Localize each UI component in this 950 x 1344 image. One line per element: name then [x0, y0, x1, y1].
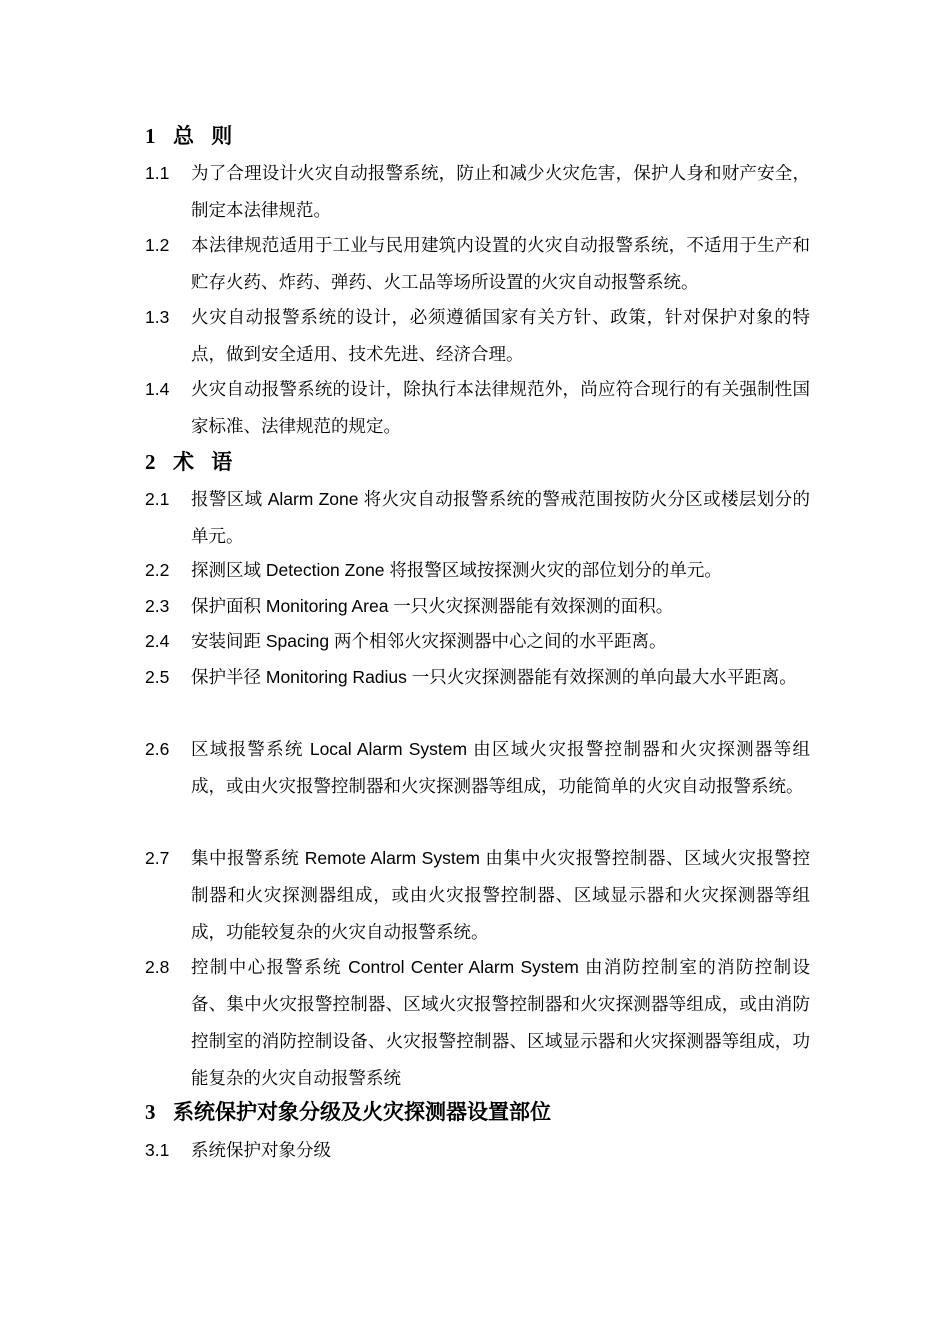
- clause-text: 火灾自动报警系统的设计，除执行本法律规范外，尚应符合现行的有关强制性国家标准、法律规范的规定。: [191, 379, 810, 436]
- section-1-heading: [145, 122, 238, 150]
- clause-text: 保护半径 Monitoring Radius 一只火灾探测器能有效探测的单向最大水平距离。: [191, 667, 797, 687]
- clause-number: 2.2: [145, 560, 170, 580]
- clause-number: 1.3: [145, 307, 170, 327]
- clause-text: 为了合理设计火灾自动报警系统，防止和减少火灾危害，保护人身和财产安全，制定本法律规范。: [191, 163, 810, 220]
- clause-text: 控制中心报警系统 Control Center Alarm System 由消防控制室的消防控制设备、集中火灾报警控制器、区域火灾报警控制器和火灾探测器等组成，或由消防控制室的消防控制设备、火灾报警控制器、区域显示器和火灾探测器等组成，功能复杂的火灾自动报警系统: [191, 957, 810, 1088]
- clause-2-6: [145, 731, 810, 805]
- clause-2-2: [145, 552, 810, 589]
- section-3-title: 系统保护对象分级及火灾探测器设置部位: [173, 1100, 551, 1124]
- section-3-number: 3: [145, 1100, 156, 1124]
- clause-1-1: [145, 155, 810, 229]
- clause-number: 2.1: [145, 489, 170, 509]
- clause-number: 1.4: [145, 379, 170, 399]
- clause-text: 本法律规范适用于工业与民用建筑内设置的火灾自动报警系统，不适用于生产和贮存火药、炸药、弹药、火工品等场所设置的火灾自动报警系统。: [191, 235, 810, 292]
- clause-number: 2.7: [145, 848, 170, 868]
- clause-3-1: [145, 1132, 810, 1169]
- clause-2-5: [145, 659, 810, 696]
- section-1-number: 1: [145, 124, 156, 148]
- clause-2-7: [145, 840, 810, 951]
- clause-number: 2.3: [145, 596, 170, 616]
- clause-2-4: [145, 623, 810, 660]
- clause-2-1: [145, 481, 810, 555]
- section-2-heading: [145, 448, 238, 476]
- clause-text: 报警区域 Alarm Zone 将火灾自动报警系统的警戒范围按防火分区或楼层划分的单元。: [191, 489, 810, 546]
- clause-number: 2.8: [145, 957, 170, 977]
- clause-number: 1.1: [145, 163, 170, 183]
- clause-number: 1.2: [145, 235, 170, 255]
- clause-text: 区域报警系统 Local Alarm System 由区域火灾报警控制器和火灾探测器等组成，或由火灾报警控制器和火灾探测器等组成，功能简单的火灾自动报警系统。: [191, 739, 810, 796]
- section-2-number: 2: [145, 450, 156, 474]
- clause-2-3: [145, 588, 810, 625]
- clause-1-4: [145, 371, 810, 445]
- clause-text: 保护面积 Monitoring Area 一只火灾探测器能有效探测的面积。: [191, 596, 674, 616]
- clause-text: 探测区域 Detection Zone 将报警区域按探测火灾的部位划分的单元。: [191, 560, 722, 580]
- clause-1-2: [145, 227, 810, 301]
- clause-text: 系统保护对象分级: [191, 1140, 331, 1160]
- clause-number: 3.1: [145, 1140, 170, 1160]
- clause-number: 2.5: [145, 667, 170, 687]
- clause-1-3: [145, 299, 810, 373]
- clause-text: 集中报警系统 Remote Alarm System 由集中火灾报警控制器、区域火灾报警控制器和火灾探测器组成，或由火灾报警控制器、区域显示器和火灾探测器等组成，功能较复杂的火灾自动报警系统。: [191, 848, 810, 942]
- clause-number: 2.4: [145, 631, 170, 651]
- section-3-heading: [145, 1098, 551, 1126]
- section-1-title: 总 则: [173, 124, 239, 148]
- clause-number: 2.6: [145, 739, 170, 759]
- section-2-title: 术 语: [173, 450, 239, 474]
- clause-text: 安装间距 Spacing 两个相邻火灾探测器中心之间的水平距离。: [191, 631, 667, 651]
- clause-2-8: [145, 949, 810, 1097]
- clause-text: 火灾自动报警系统的设计，必须遵循国家有关方针、政策，针对保护对象的特点，做到安全适用、技术先进、经济合理。: [191, 307, 810, 364]
